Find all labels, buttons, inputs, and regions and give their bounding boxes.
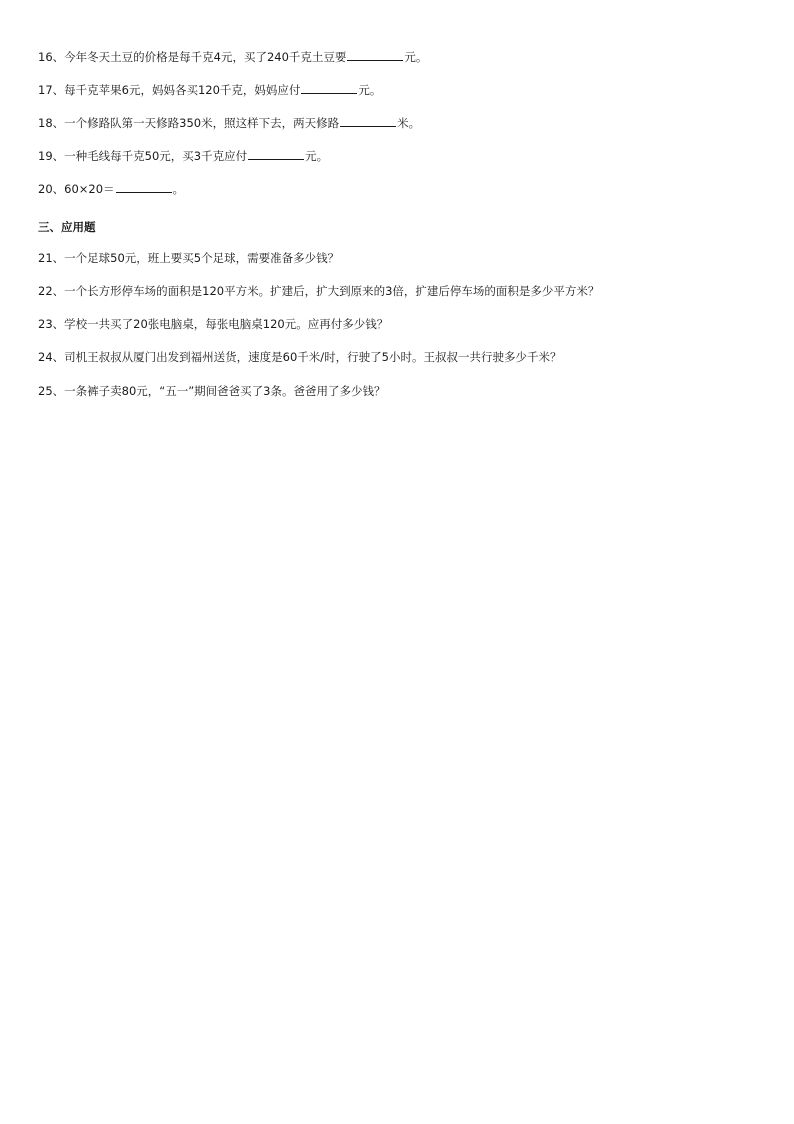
question-23: 23、学校一共买了20张电脑桌，每张电脑桌120元。应再付多少钱？	[38, 317, 389, 331]
question-22: 22、一个长方形停车场的面积是120平方米。扩建后，扩大到原来的3倍，扩建后停车场的面积是多少平方米？	[38, 284, 600, 298]
answer-blank	[116, 181, 172, 193]
answer-blank	[248, 148, 304, 160]
question-17-unit: 元。	[358, 83, 382, 97]
question-16	[38, 49, 427, 65]
question-19	[38, 148, 328, 164]
question-20-unit: 。	[172, 182, 185, 196]
answer-blank	[340, 115, 396, 127]
question-21: 21、一个足球50元，班上要买5个足球，需要准备多少钱？	[38, 251, 340, 265]
answer-blank	[347, 49, 403, 61]
question-20-text: 20、60×20＝	[38, 182, 115, 196]
question-17	[38, 82, 381, 98]
question-16-unit: 元。	[404, 50, 428, 64]
question-19-unit: 元。	[305, 149, 329, 163]
question-25: 25、一条裤子卖80元，“五一”期间爸爸买了3条。爸爸用了多少钱？	[38, 384, 386, 398]
section-title: 三、应用题	[38, 220, 96, 234]
question-18	[38, 115, 420, 131]
question-18-unit: 米。	[397, 116, 421, 130]
question-20	[38, 181, 184, 197]
question-16-text: 16、今年冬天土豆的价格是每千克4元，买了240千克土豆要	[38, 50, 347, 64]
question-17-text: 17、每千克苹果6元，妈妈各买120千克，妈妈应付	[38, 83, 301, 97]
answer-blank	[301, 82, 357, 94]
question-24: 24、司机王叔叔从厦门出发到福州送货，速度是60千米/时，行驶了5小时。王叔叔一共行驶多少千米？	[38, 350, 562, 364]
question-18-text: 18、一个修路队第一天修路350米，照这样下去，两天修路	[38, 116, 340, 130]
question-19-text: 19、一种毛线每千克50元，买3千克应付	[38, 149, 248, 163]
